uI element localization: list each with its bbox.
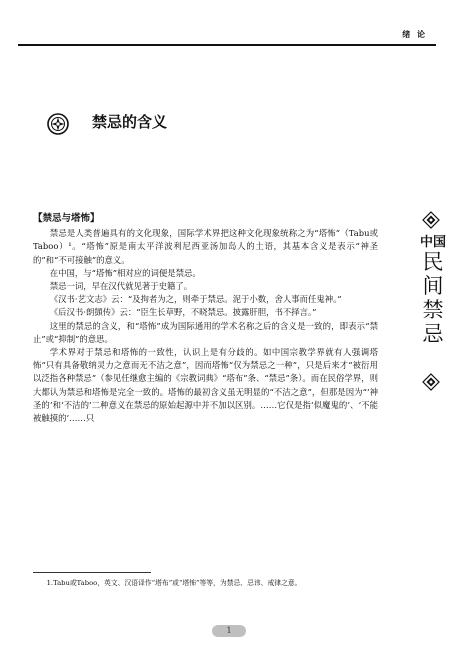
section-emblem-icon bbox=[47, 113, 69, 135]
quote-hanshu: 《汉书·艺文志》云：“及拘者为之，则牵于禁忌。泥于小数，舍人事而任鬼神。” bbox=[49, 294, 342, 305]
subsection-heading: 【禁忌与塔怖】 bbox=[33, 213, 100, 224]
book-side-title bbox=[418, 235, 448, 346]
paragraph-7: 学术界对于禁忌和塔怖的一致性，认识上是有分歧的。如中国宗教学界就有人强调塔怖“只有具备敬纳灵力之意而无不洁之意”，因而塔怖“仅为禁忌之一种”，只是后来才“被衍用以泛指各种禁忌”（参见任继愈主编的《宗教词典》“塔布”条、“禁忌”条）。而在民俗学界，则大都认为禁忌和塔怖是完全一致的。塔怖的最初含义虽无明显的“不洁之意”，但那是因为“‘神圣的’和‘不洁的’二种意义在禁忌的原始起源中并不加以区别。……它仅是指‘似魔鬼的’、‘不能被触摸的’……只 bbox=[33, 347, 378, 424]
diamond-ornament-icon bbox=[422, 373, 440, 391]
footnote-rule bbox=[33, 572, 151, 573]
page-number: 1 bbox=[212, 625, 246, 637]
diamond-ornament-icon bbox=[422, 211, 440, 229]
paragraph-1: 禁忌是人类普遍具有的文化现象，国际学术界把这种文化现象统称之为“塔怖”（Tabu或Taboo）¹。“塔怖”原是南太平洋波利尼西亚汤加岛人的土语，其基本含义是表示“神圣的”和“不可接触”的意义。 bbox=[33, 228, 378, 265]
footnote: 1.Tabu或Taboo，英文、汉语译作“塔布”或“塔怖”等等，为禁忌、忌讳、戒律之意。 bbox=[46, 579, 302, 587]
header-rule bbox=[18, 44, 436, 46]
side-title-line1: 中国 bbox=[419, 235, 446, 250]
paragraph-2: 在中国，与“塔怖”相对应的词便是禁忌。 bbox=[49, 267, 201, 278]
running-header: 绪 论 bbox=[402, 29, 427, 39]
paragraph-3: 禁忌一词，早在汉代就见著于史籍了。 bbox=[49, 281, 193, 292]
section-title: 禁忌的含义 bbox=[92, 113, 168, 131]
main-text bbox=[33, 212, 378, 425]
side-title-line2: 民间禁忌 bbox=[422, 250, 444, 346]
quote-houhanshu: 《后汉书·朗顗传》云：“臣生长草野，不晓禁忌。披露肝胆，书不择言。” bbox=[49, 307, 317, 318]
paragraph-6: 这里的禁忌的含义，和“塔怖”成为国际通用的学术名称之后的含义是一致的，即表示“禁止”或“抑制”的意思。 bbox=[33, 320, 378, 344]
